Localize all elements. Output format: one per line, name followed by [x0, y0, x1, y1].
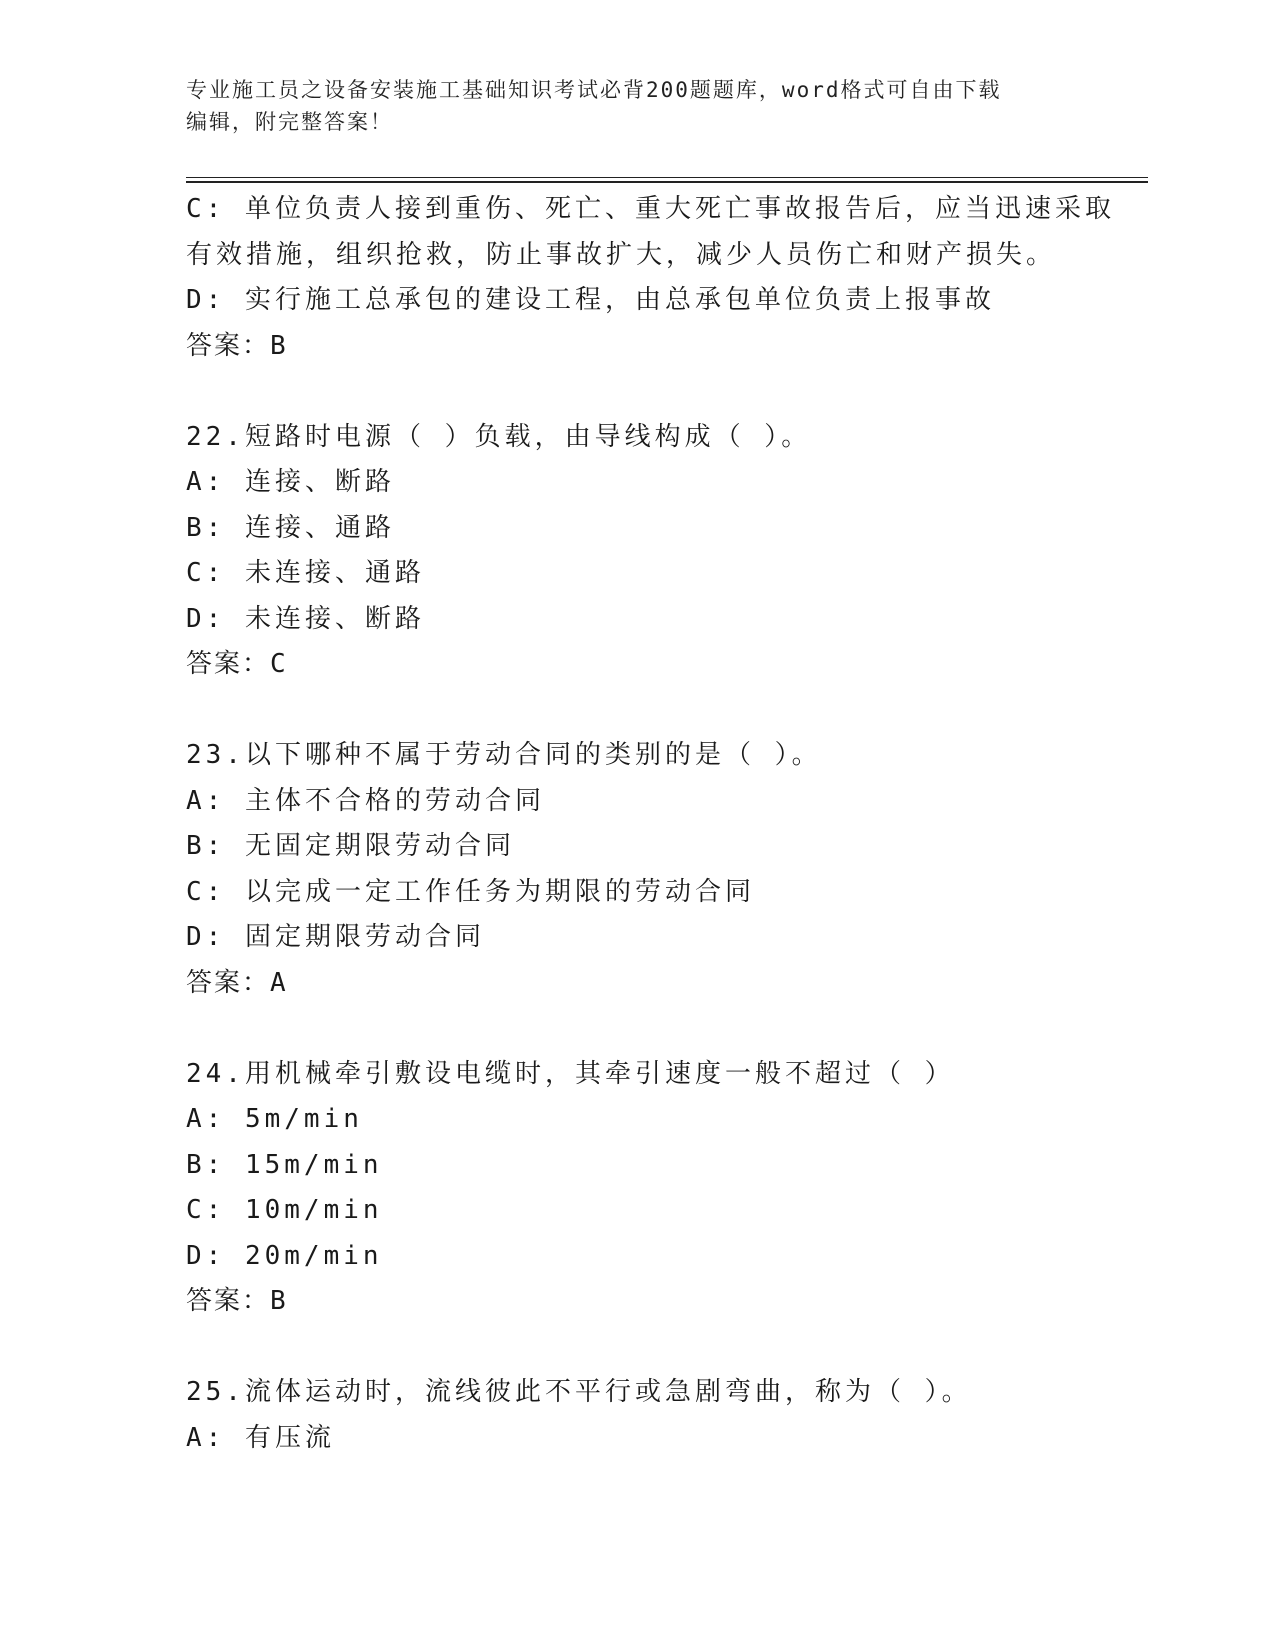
option-line: C: 单位负责人接到重伤、死亡、重大死亡事故报告后，应当迅速采取 [186, 194, 1115, 224]
question-spacer [186, 1006, 1086, 1052]
option-line: 有效措施，组织抢救，防止事故扩大，减少人员伤亡和财产损失。 [186, 239, 1057, 270]
question-22 [186, 415, 1086, 688]
answer-line: 答案：C [186, 649, 288, 679]
question-stem: 24.用机械牵引敷设电缆时，其牵引速度一般不超过（ ） [186, 1058, 955, 1089]
option-a: A: 连接、断路 [186, 467, 395, 497]
question-24 [186, 1052, 1086, 1325]
option-c: C: 未连接、通路 [186, 558, 425, 588]
question-21-continued [186, 187, 1115, 369]
question-spacer [186, 1325, 1086, 1371]
question-stem: 25.流体运动时，流线彼此不平行或急剧弯曲，称为（ ）。 [186, 1377, 972, 1407]
header-divider-thin [186, 177, 1148, 178]
question-23 [186, 733, 1086, 1006]
option-c: C: 以完成一定工作任务为期限的劳动合同 [186, 876, 755, 907]
question-25 [186, 1370, 1086, 1461]
option-line: D: 实行施工总承包的建设工程，由总承包单位负责上报事故 [186, 285, 995, 315]
option-b: B: 15m/min [186, 1149, 383, 1180]
question-list [186, 187, 1115, 1461]
option-d: D: 20m/min [186, 1240, 383, 1271]
question-spacer [186, 688, 1086, 734]
answer-line: 答案：B [186, 1286, 288, 1316]
question-spacer [186, 369, 1086, 415]
option-c: C: 10m/min [186, 1195, 383, 1225]
header-divider-thick [186, 181, 1148, 183]
answer-line: 答案：A [186, 967, 288, 998]
option-d: D: 固定期限劳动合同 [186, 922, 485, 952]
question-stem: 22.短路时电源（ ）负载，由导线构成（ ）。 [186, 421, 812, 452]
answer-line: 答案：B [186, 330, 288, 361]
header-title-line-1: 专业施工员之设备安装施工基础知识考试必背200题题库，word格式可自由下载 [186, 78, 1002, 102]
option-d: D: 未连接、断路 [186, 603, 425, 634]
header-title-line-2: 编辑，附完整答案！ [186, 110, 393, 134]
option-a: A: 有压流 [186, 1422, 335, 1453]
option-a: A: 主体不合格的劳动合同 [186, 785, 545, 816]
question-stem: 23.以下哪种不属于劳动合同的类别的是（ ）。 [186, 740, 822, 770]
option-a: A: 5m/min [186, 1104, 363, 1134]
document-header [186, 74, 1066, 138]
option-b: B: 无固定期限劳动合同 [186, 831, 515, 861]
option-b: B: 连接、通路 [186, 512, 395, 543]
